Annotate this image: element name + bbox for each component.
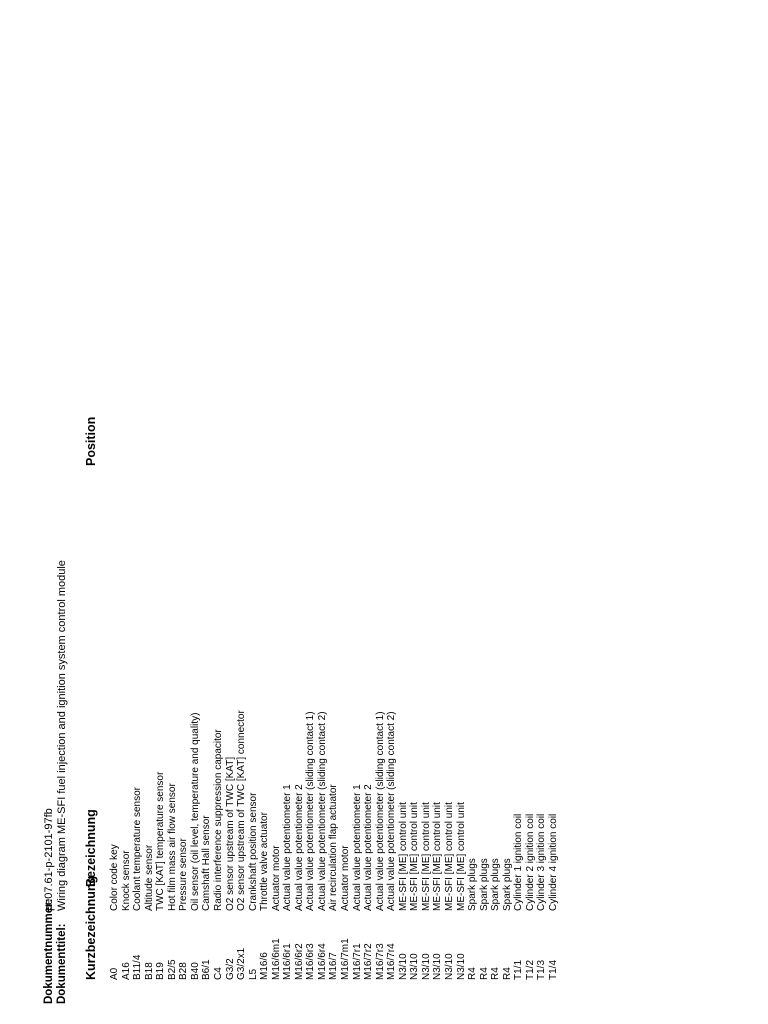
component-description: ME-SFI [ME] control unit	[420, 802, 432, 911]
component-description: O2 sensor upstream of TWC [KAT] connector	[236, 710, 248, 911]
component-code: B11/4	[132, 954, 144, 980]
component-code: G3/2x1	[236, 947, 248, 980]
component-code: M16/7r1	[351, 943, 363, 980]
component-description: Altitude sensor	[143, 844, 155, 911]
document-number-label: Dokumentnummer:	[43, 898, 55, 1004]
table-row	[236, 124, 248, 1024]
component-code: N3/10	[409, 953, 421, 980]
table-row	[109, 124, 121, 1024]
table-row	[178, 124, 190, 1024]
table-row	[525, 124, 537, 1024]
component-code: M16/7r2	[363, 943, 375, 980]
table-row	[548, 124, 560, 1024]
component-code: T1/4	[547, 959, 559, 980]
component-description: ME-SFI [ME] control unit	[455, 802, 467, 911]
table-row	[409, 124, 421, 1024]
component-code: N3/10	[432, 953, 444, 980]
table-row	[363, 124, 375, 1024]
component-description: Color code key	[109, 844, 120, 911]
component-description: Coolant temperature sensor	[132, 787, 144, 911]
table-row	[294, 124, 306, 1024]
component-description: Crankshaft position sensor	[247, 792, 259, 911]
component-code: M16/7m1	[340, 938, 351, 980]
table-row	[328, 124, 340, 1024]
component-code: A0	[109, 967, 120, 980]
table-row	[259, 124, 271, 1024]
component-code: M16/7	[328, 952, 340, 980]
table-row	[467, 124, 479, 1024]
component-code: B2/5	[166, 959, 178, 980]
column-header-code: Kurzbezeichnung	[84, 875, 98, 980]
table-row	[444, 124, 456, 1024]
table-row	[132, 124, 144, 1024]
component-code: M16/6r1	[282, 943, 294, 980]
table-row	[490, 124, 502, 1024]
component-description: Spark plugs	[467, 858, 479, 911]
component-code: N3/10	[397, 953, 409, 980]
component-code: B40	[189, 962, 201, 980]
document-title-label: Dokumenttitel:	[56, 923, 68, 1004]
component-code: B19	[155, 962, 167, 980]
component-description: Cylinder 3 ignition coil	[536, 813, 548, 911]
component-description: Spark plugs	[501, 858, 513, 911]
document-title-value: Wiring diagram ME-SFI fuel injection and ignition system control module	[56, 560, 68, 911]
component-description: TWC [KAT] temperature sensor	[155, 771, 167, 911]
column-header-description: Bezeichnung	[84, 809, 98, 887]
component-code: N3/10	[420, 953, 432, 980]
table-row	[479, 124, 491, 1024]
component-code: N3/10	[455, 953, 467, 980]
component-code: M16/6r2	[293, 943, 305, 980]
table-row	[513, 124, 525, 1024]
table-row	[375, 124, 387, 1024]
component-code: R4	[478, 967, 490, 980]
table-row	[213, 124, 225, 1024]
component-description: Throttle valve actuator	[259, 812, 271, 911]
table-row	[432, 124, 444, 1024]
component-description: Knock sensor	[120, 850, 132, 911]
component-description: Spark plugs	[478, 858, 490, 911]
component-code: M16/6m1	[270, 938, 282, 980]
table-row	[155, 124, 167, 1024]
document-number-value: pe07.61-p-2101-97fb	[43, 808, 55, 911]
component-description: Pressure sensor	[178, 838, 190, 911]
table-row	[248, 124, 260, 1024]
component-code: M16/6r4	[316, 943, 328, 980]
component-code: G3/2	[224, 958, 236, 980]
component-description: Actual value potentiometer 1	[282, 784, 294, 911]
table-row	[352, 124, 364, 1024]
component-description: Camshaft Hall sensor	[201, 815, 213, 911]
component-description: Hot film mass air flow sensor	[166, 783, 178, 911]
table-row	[282, 124, 294, 1024]
table-row	[317, 124, 329, 1024]
component-description: Cylinder 4 ignition coil	[547, 813, 559, 911]
table-row	[305, 124, 317, 1024]
component-description: Actuator motor	[340, 845, 351, 911]
table-row	[144, 124, 156, 1024]
column-header-position: Position	[84, 416, 98, 466]
table-row	[421, 124, 433, 1024]
table-row	[536, 124, 548, 1024]
component-code: T1/3	[536, 959, 548, 980]
table-row	[456, 124, 468, 1024]
table-row	[201, 124, 213, 1024]
component-code: A16	[120, 962, 132, 980]
component-description: Actuator motor	[270, 845, 282, 911]
component-code: R4	[501, 967, 513, 980]
component-description: Actual value potentiometer (sliding contact 2)	[316, 711, 328, 911]
component-code: B28	[178, 962, 190, 980]
component-description: Cylinder 1 ignition coil	[513, 813, 525, 911]
table-row	[502, 124, 514, 1024]
table-row	[271, 124, 283, 1024]
component-description: Actual value potentiometer 2	[363, 784, 375, 911]
component-description: Spark plugs	[490, 858, 502, 911]
component-code: B18	[143, 962, 155, 980]
table-row	[398, 124, 410, 1024]
component-code: L5	[247, 968, 259, 980]
component-code: N3/10	[443, 953, 455, 980]
component-code: M16/6	[259, 952, 271, 980]
component-code: T1/1	[513, 959, 525, 980]
component-description: Radio interference suppression capacitor	[212, 729, 224, 911]
component-description: Actual value potentiometer (sliding contact 1)	[374, 711, 386, 911]
component-description: Oil sensor (oil level, temperature and quality)	[189, 712, 201, 911]
component-code: M16/7r3	[374, 943, 386, 980]
component-description: Actual value potentiometer 1	[351, 784, 363, 911]
table-row	[340, 124, 352, 1024]
component-description: ME-SFI [ME] control unit	[409, 802, 421, 911]
table-row	[167, 124, 179, 1024]
component-code: C4	[212, 967, 224, 980]
component-code: M16/6r3	[305, 943, 317, 980]
component-description: Actual value potentiometer (sliding contact 1)	[305, 711, 317, 911]
component-description: ME-SFI [ME] control unit	[397, 802, 409, 911]
component-description: O2 sensor upstream of TWC [KAT]	[224, 756, 236, 911]
component-code: R4	[467, 967, 479, 980]
table-row	[190, 124, 202, 1024]
component-code: B6/1	[201, 959, 213, 980]
component-description: Actual value potentiometer 2	[293, 784, 305, 911]
table-row	[225, 124, 237, 1024]
component-code: T1/2	[524, 959, 536, 980]
component-code: M16/7r4	[386, 943, 398, 980]
component-description: ME-SFI [ME] control unit	[432, 802, 444, 911]
component-description: Air recirculation flap actuator	[328, 784, 340, 911]
table-row	[386, 124, 398, 1024]
component-description: ME-SFI [ME] control unit	[443, 802, 455, 911]
component-description: Actual value potentiometer (sliding contact 2)	[386, 711, 398, 911]
table-row	[121, 124, 133, 1024]
component-description: Cylinder 2 ignition coil	[524, 813, 536, 911]
component-code: R4	[490, 967, 502, 980]
